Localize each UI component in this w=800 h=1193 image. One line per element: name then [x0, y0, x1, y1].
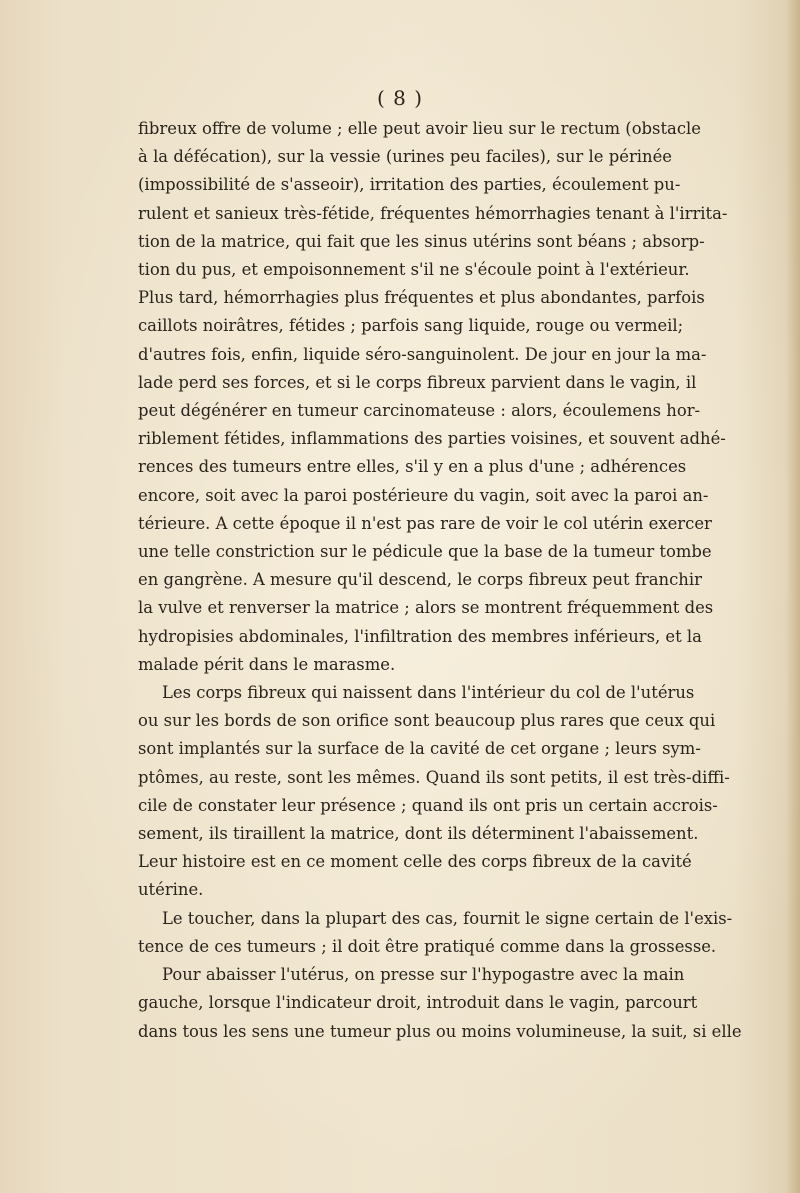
text-line: cile de constater leur présence ; quand ils ont pris un certain accrois- [138, 795, 718, 815]
text-line: dans tous les sens une tumeur plus ou moins volumineuse, la suit, si elle [138, 1021, 742, 1041]
text-line: caillots noirâtres, fétides ; parfois sang liquide, rouge ou vermeil; [138, 316, 684, 336]
text-line: utérine. [138, 880, 204, 900]
text-line: malade périt dans le marasme. [138, 654, 396, 674]
text-line: sement, ils tiraillent la matrice, dont ils déterminent l'abaissement. [138, 824, 699, 844]
text-line: une telle constriction sur le pédicule que la base de la tumeur tombe [138, 542, 712, 562]
text-line: ou sur les bords de son orifice sont beaucoup plus rares que ceux qui [138, 711, 716, 731]
text-line: gauche, lorsque l'indicateur droit, introduit dans le vagin, parcourt [138, 993, 698, 1013]
text-line: tence de ces tumeurs ; il doit être pratiqué comme dans la grossesse. [138, 936, 717, 956]
text-line: tion de la matrice, qui fait que les sinus utérins sont béans ; absorp- [138, 231, 705, 251]
text-line: riblement fétides, inflammations des parties voisines, et souvent adhé- [138, 429, 726, 449]
text-line: fibreux offre de volume ; elle peut avoir lieu sur le rectum (obstacle [138, 119, 701, 138]
page-edge-shadow [786, 0, 800, 1193]
text-line: encore, soit avec la paroi postérieure du vagin, soit avec la paroi an- [138, 485, 709, 505]
text-line: lade perd ses forces, et si le corps fibreux parvient dans le vagin, il [138, 372, 697, 392]
text-line: Plus tard, hémorrhagies plus fréquentes et plus abondantes, parfois [138, 288, 705, 308]
text-line: Pour abaisser l'utérus, on presse sur l'hypogastre avec la main [162, 965, 685, 985]
page-body-text [138, 115, 742, 1046]
text-line: Le toucher, dans la plupart des cas, fournit le signe certain de l'exis- [162, 908, 733, 928]
page-number: ( 8 ) [376, 86, 424, 110]
text-line: Les corps fibreux qui naissent dans l'intérieur du col de l'utérus [162, 683, 695, 703]
text-line: (impossibilité de s'asseoir), irritation des parties, écoulement pu- [138, 175, 681, 195]
text-line: la vulve et renverser la matrice ; alors se montrent fréquemment des [138, 598, 714, 618]
text-line: à la défécation), sur la vessie (urines peu faciles), sur le périnée [138, 147, 672, 167]
text-line: térieure. A cette époque il n'est pas rare de voir le col utérin exercer [138, 513, 712, 533]
text-line: ptômes, au reste, sont les mêmes. Quand ils sont petits, il est très-diffi- [138, 767, 730, 787]
text-line: rulent et sanieux très-fétide, fréquentes hémorrhagies tenant à l'irrita- [138, 203, 728, 223]
text-line: hydropisies abdominales, l'infiltration des membres inférieurs, et la [138, 626, 702, 646]
text-line: d'autres fois, enfin, liquide séro-sanguinolent. De jour en jour la ma- [138, 344, 707, 364]
text-line: en gangrène. A mesure qu'il descend, le corps fibreux peut franchir [138, 570, 702, 590]
text-line: sont implantés sur la surface de la cavité de cet organe ; leurs sym- [138, 739, 701, 759]
text-line: rences des tumeurs entre elles, s'il y en a plus d'une ; adhérences [138, 457, 687, 477]
text-line: Leur histoire est en ce moment celle des corps fibreux de la cavité [138, 852, 692, 872]
text-line: peut dégénérer en tumeur carcinomateuse : alors, écoulemens hor- [138, 401, 701, 421]
text-line: tion du pus, et empoisonnement s'il ne s'écoule point à l'extérieur. [138, 260, 690, 280]
